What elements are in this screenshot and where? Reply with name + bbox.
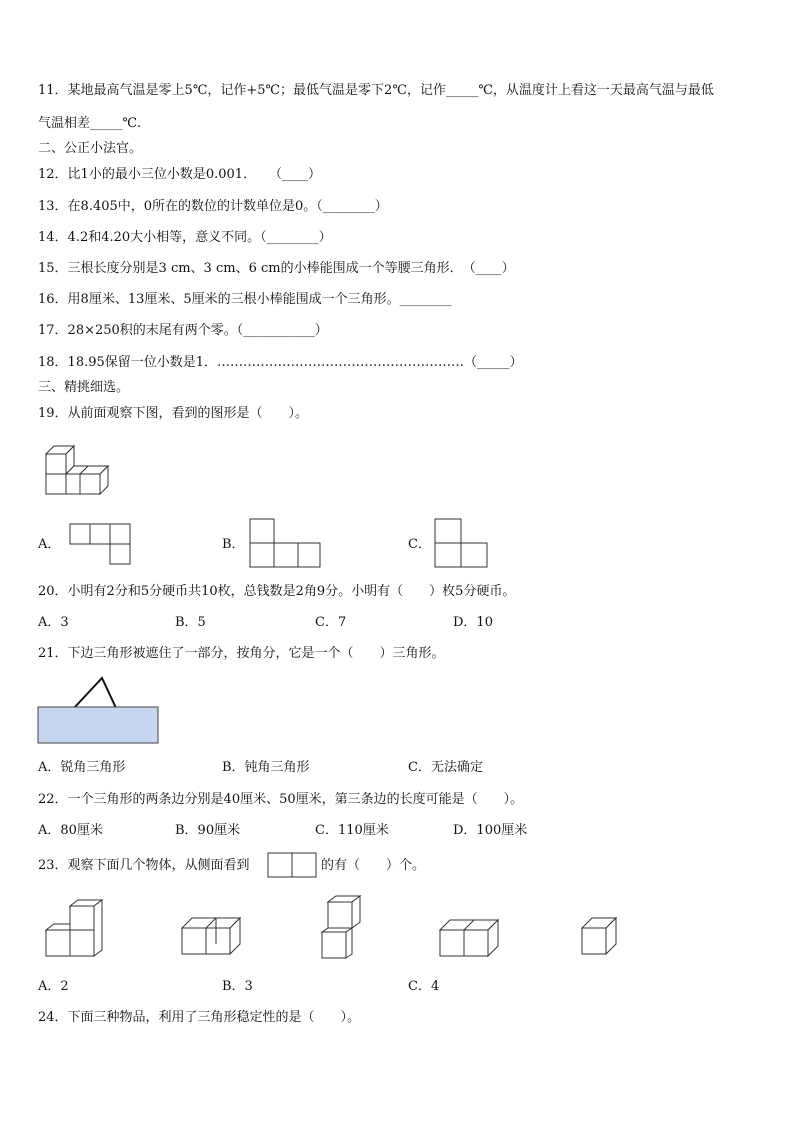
q22-stem: 22．一个三角形的两条边分别是40厘米、50厘米，第三条边的长度可能是（ ）。 — [38, 792, 524, 807]
q21-covered-triangle-figure — [36, 676, 162, 746]
q18: 18．18.95保留一位小数是1．…………………………………………………（_____） — [38, 355, 523, 370]
q22-option-d[interactable]: D．100厘米 — [453, 823, 528, 838]
q15: 15．三根长度分别是3 cm、3 cm、6 cm的小棒能围成一个等腰三角形． （____） — [38, 261, 515, 276]
q23-option-b[interactable]: B．3 — [222, 979, 253, 994]
q23-object-1 — [42, 896, 108, 962]
q19-option-c[interactable]: C． — [408, 537, 431, 552]
q20-option-d[interactable]: D．10 — [453, 615, 493, 630]
q23-two-squares-shape — [266, 851, 318, 879]
q19-cube-stack-figure — [40, 440, 120, 502]
q20-option-a[interactable]: A．3 — [38, 615, 69, 630]
q23-object-4 — [436, 914, 506, 962]
q21-option-c[interactable]: C．无法确定 — [408, 760, 483, 775]
q23-stem-start: 23．观察下面几个物体，从侧面看到 — [38, 858, 250, 873]
q22-option-a[interactable]: A．80厘米 — [38, 823, 103, 838]
q23-object-3 — [318, 892, 366, 964]
q19-option-a[interactable]: A． — [38, 537, 61, 552]
q20-stem: 20．小明有2分和5分硬币共10枚，总钱数是2角9分。小明有（ ）枚5分硬币。 — [38, 584, 516, 599]
q14: 14．4.2和4.20大小相等，意义不同。（________） — [38, 230, 332, 245]
q23-object-5 — [578, 914, 622, 962]
section3-heading: 三、精挑细选。 — [38, 380, 130, 395]
q21-option-b[interactable]: B．钝角三角形 — [222, 760, 310, 775]
q23-option-c[interactable]: C．4 — [408, 979, 440, 994]
q11-line1: 11．某地最高气温是零上5℃，记作+5℃；最低气温是零下2℃，记作_____℃，从温度计上看这一天最高气温与最低 — [38, 83, 714, 98]
q21-option-a[interactable]: A．锐角三角形 — [38, 760, 126, 775]
q21-stem: 21．下边三角形被遮住了一部分，按角分，它是一个（ ）三角形。 — [38, 646, 445, 661]
q19-option-b-shape — [248, 517, 324, 571]
q12: 12．比1小的最小三位小数是0.001． （____） — [38, 167, 322, 182]
q24-stem: 24．下面三种物品，利用了三角形稳定性的是（ ）。 — [38, 1010, 361, 1025]
q22-option-c[interactable]: C．110厘米 — [315, 823, 389, 838]
q11-line2: 气温相差_____℃. — [38, 116, 142, 131]
q22-option-b[interactable]: B．90厘米 — [175, 823, 241, 838]
q19-option-a-shape — [68, 522, 134, 568]
q20-option-b[interactable]: B．5 — [175, 615, 206, 630]
section2-heading: 二、公正小法官。 — [38, 141, 143, 156]
q19-option-b[interactable]: B． — [222, 537, 245, 552]
q19-stem: 19．从前面观察下图，看到的图形是（ ）。 — [38, 406, 309, 421]
q16: 16．用8厘米、13厘米、5厘米的三根小棒能围成一个三角形。________ — [38, 292, 452, 307]
q23-object-2 — [178, 914, 248, 962]
q17: 17．28×250积的末尾有两个零。（___________） — [38, 323, 328, 338]
q23-option-a[interactable]: A．2 — [38, 979, 69, 994]
q13: 13．在8.405中，0所在的数位的计数单位是0。（________） — [38, 199, 388, 214]
q23-stem-end: 的有（ ）个。 — [321, 858, 426, 873]
q19-option-c-shape — [433, 517, 491, 571]
q20-option-c[interactable]: C．7 — [315, 615, 347, 630]
